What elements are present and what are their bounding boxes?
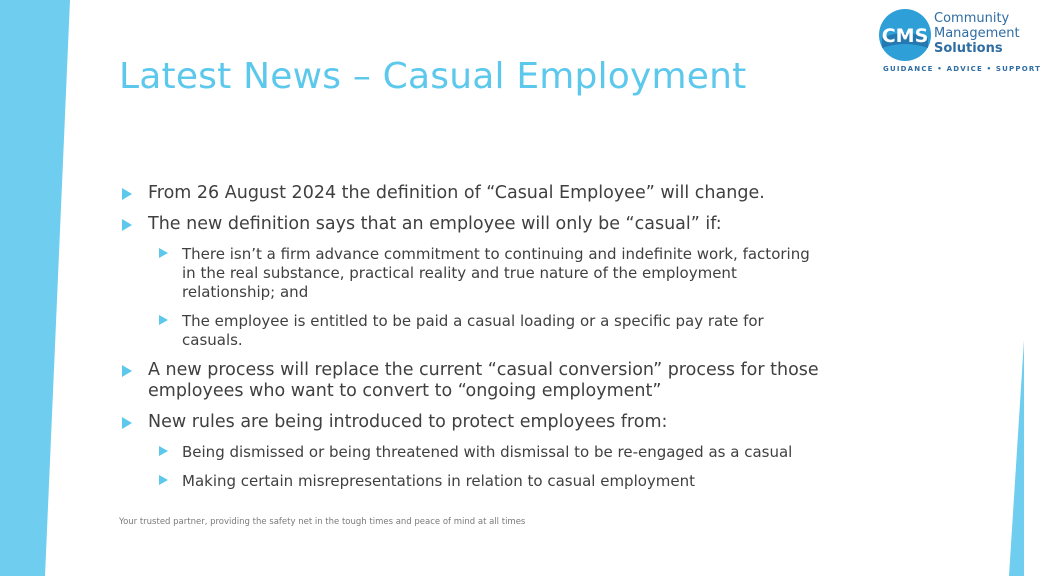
- logo-line-community: Community: [934, 11, 1010, 26]
- right-accent-stripe: [944, 0, 1024, 576]
- logo-line-management: Management: [934, 26, 1020, 41]
- logo-line-solutions: Solutions: [934, 41, 1003, 56]
- bullet-item: [120, 412, 820, 433]
- bullet-arrow-icon: [159, 315, 168, 325]
- bullet-item: [120, 214, 820, 235]
- bullet-list: [120, 183, 820, 491]
- bullet-text: New rules are being introduced to protect employees from:: [148, 412, 668, 432]
- sub-bullet-text: The employee is entitled to be paid a casual loading or a specific pay rate for casuals.: [182, 312, 764, 349]
- cms-emblem-icon: [878, 8, 932, 62]
- slide-content: [120, 183, 820, 501]
- slide-title: Latest News – Casual Employment: [119, 56, 747, 97]
- bullet-arrow-icon: [122, 188, 132, 200]
- bullet-arrow-icon: [159, 446, 168, 456]
- sub-bullet-text: Being dismissed or being threatened with dismissal to be re-engaged as a casual: [182, 443, 793, 461]
- bullet-arrow-icon: [122, 365, 132, 377]
- sub-bullet-item: [120, 472, 820, 491]
- bullet-arrow-icon: [159, 248, 168, 258]
- left-accent-stripe: [0, 0, 80, 576]
- sub-bullet-text: There isn’t a firm advance commitment to continuing and indefinite work, factoring in the real substance, practical reality and true nature of the employment relationship; and: [182, 245, 810, 301]
- sub-bullet-item: [120, 245, 820, 302]
- bullet-text: The new definition says that an employee will only be “casual” if:: [148, 214, 722, 234]
- cms-logo: [878, 8, 1041, 78]
- cms-emblem-text: CMS: [881, 25, 929, 47]
- logo-tagline: GUIDANCE • ADVICE • SUPPORT: [883, 65, 1041, 73]
- bullet-text: From 26 August 2024 the definition of “Casual Employee” will change.: [148, 183, 765, 203]
- bullet-arrow-icon: [159, 475, 168, 485]
- bullet-arrow-icon: [122, 219, 132, 231]
- bullet-text: A new process will replace the current “casual conversion” process for those employees who want to convert to “ongoing employment”: [148, 360, 819, 401]
- sub-bullet-text: Making certain misrepresentations in relation to casual employment: [182, 472, 696, 490]
- slide-footer: Your trusted partner, providing the safety net in the tough times and peace of mind at all times: [119, 517, 526, 527]
- sub-bullet-item: [120, 312, 820, 350]
- sub-bullet-item: [120, 443, 820, 462]
- bullet-item: [120, 183, 820, 204]
- bullet-item: [120, 360, 820, 402]
- bullet-arrow-icon: [122, 417, 132, 429]
